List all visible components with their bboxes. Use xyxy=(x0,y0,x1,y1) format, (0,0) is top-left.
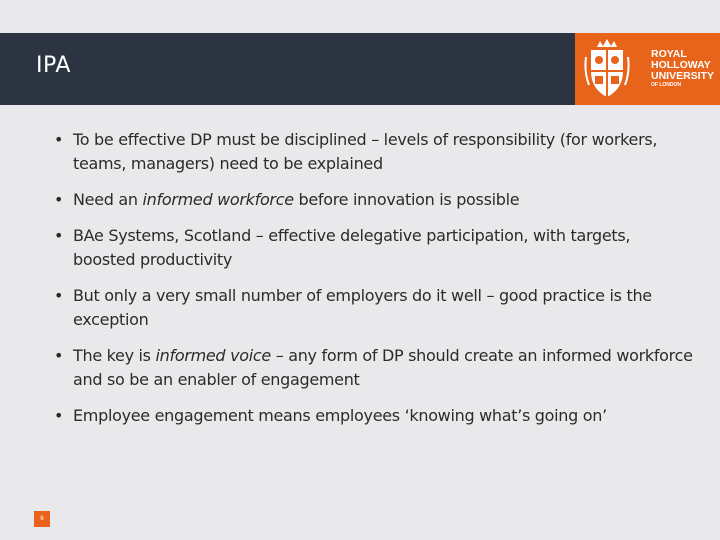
royal-holloway-logo xyxy=(575,33,720,105)
bullet-text-before: The key is xyxy=(73,346,156,365)
bullet-text: To be effective DP must be disciplined – levels of responsibility (for workers, teams, managers) need to be explained xyxy=(73,130,658,173)
bullet-item xyxy=(54,404,694,428)
slide-title: IPA xyxy=(36,53,71,78)
bullet-item xyxy=(54,224,694,272)
bullet-text-before: Need an xyxy=(73,190,143,209)
logo-wordmark xyxy=(651,49,714,89)
bullet-list xyxy=(54,128,694,440)
logo-line-royal: ROYAL xyxy=(651,48,687,60)
bullet-text-after: before innovation is possible xyxy=(293,190,520,209)
header-bar xyxy=(0,33,720,105)
bullet-item xyxy=(54,284,694,332)
bullet-item xyxy=(54,128,694,176)
crest-icon xyxy=(583,37,631,101)
page-number: 6 xyxy=(34,511,50,527)
logo-line-university: UNIVERSITY xyxy=(651,70,715,82)
bullet-emphasis: informed workforce xyxy=(142,190,294,209)
bullet-item xyxy=(54,344,694,392)
logo-line-of-london: OF LONDON xyxy=(651,82,681,88)
bullet-text: BAe Systems, Scotland – effective delegative participation, with targets, boosted productivity xyxy=(73,226,631,269)
bullet-emphasis: informed voice xyxy=(155,346,271,365)
logo-line-holloway: HOLLOWAY xyxy=(651,59,711,71)
bullet-item xyxy=(54,188,694,212)
bullet-text: But only a very small number of employers do it well – good practice is the exception xyxy=(73,286,652,329)
bullet-text: Employee engagement means employees ‘knowing what’s going on’ xyxy=(73,406,607,425)
bullet-text-after: – any form of DP should create an informed workforce and so be an enabler of engagement xyxy=(73,346,693,389)
